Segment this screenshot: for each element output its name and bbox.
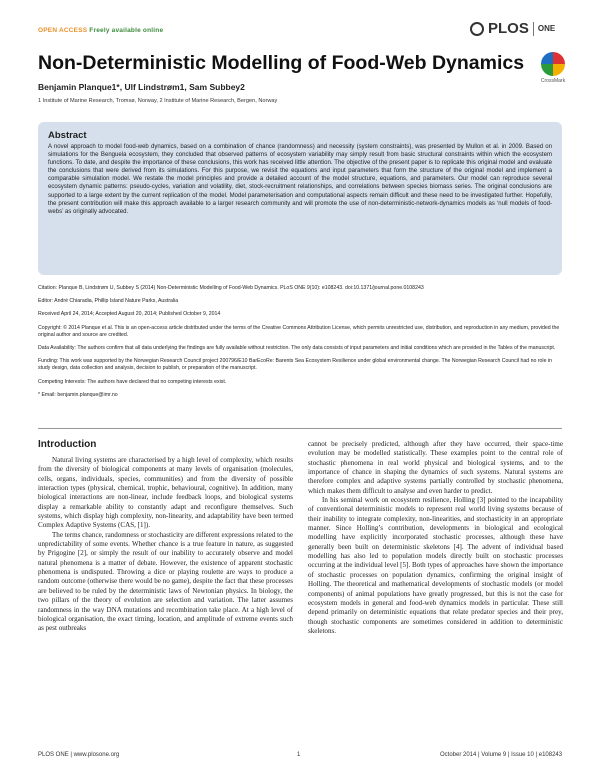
crossmark-icon <box>541 52 565 76</box>
open-access-label: OPEN ACCESS <box>38 27 88 34</box>
body-column-right <box>308 440 563 636</box>
citation: Citation: Planque B, Lindstrøm U, Subbey S (2014) Non-Deterministic Modelling of Food-Web Dynamics. PLoS ONE 9(10): e108243. doi:10.1371/journal.pone.0108243 <box>38 285 424 291</box>
open-access-banner <box>38 27 163 34</box>
paragraph: Natural living systems are characterised by a high level of complexity, which results from the diversity of biological components at many levels of organisation (molecules, cells, organs, individuals, species, communities) and from the diversity of possible interaction types (physical, chemical, trophic, behavioural, cognitive). In addition, many biological interactions are non-linear, include feedback loops, and biological systems display a remarkable ability to constantly adapt and reconfigure themselves. Such systems, which display high complexity, non-linearity, and adaptability have been termed Complex Adaptive Systems (CAS, [1]). <box>38 456 293 530</box>
copyright: Copyright: © 2014 Planque et al. This is an open-access article distributed under the terms of the Creative Commons Attribution License, which permits unrestricted use, distribution, and reproduction in any medium, provided the original author and source are credited. <box>38 324 560 338</box>
footer-issue: October 2014 | Volume 9 | Issue 10 | e108243 <box>440 752 563 758</box>
plos-logo-icon <box>470 22 484 36</box>
email[interactable]: * Email: benjamin.planque@imr.no <box>38 391 118 398</box>
competing-interests: Competing Interests: The authors have declared that no competing interests exist. <box>38 378 227 385</box>
introduction-heading: Introduction <box>38 439 97 450</box>
paragraph: In his seminal work on ecosystem resilience, Holling [3] pointed to the incapability of conventional deterministic models to represent real world living systems because of their inability to integrate complexity, non-linearities, and stochasticity in an appropriate manner. Since Holling’s contribution, developments in biological and ecological modelling have explicitly incorporated stochastic processes, although these have generally been built on deterministic skeletons [4]. The advent of individual based modelling has also led to population models directly built on stochastic processes occurring at the individual level [5]. Both types of approaches have shown the importance of stochastic processes on population dynamics, confirming the original insight of Holling. The theoretical and mathematical developments of stochastic models (or model components) of animal populations have greatly progressed, but this is not the case for ecosystem models in general and food-web dynamics models in particular. These still depend primarily on deterministic equations that relate predator species and their prey, though stochastic components are sometimes considered in addition to deterministic skeletons. <box>308 496 563 635</box>
freely-available-label: Freely available online <box>89 27 164 34</box>
editor: Editor: André Chiaradia, Phillip Island Nature Parks, Australia <box>38 298 179 305</box>
body-column-left <box>38 456 293 634</box>
journal-logo <box>470 20 555 37</box>
author-list: Benjamin Planque1*, Ulf Lindstrøm1, Sam Subbey2 <box>38 82 245 92</box>
journal-sub: ONE <box>537 24 556 33</box>
journal-name: PLOS <box>488 20 529 37</box>
data-availability: Data Availability: The authors confirm that all data underlying the findings are fully available without restriction. The only data consists of input parameters and initial conditions which are provided in the Tables of the manuscript. <box>38 345 556 352</box>
article-metadata <box>38 285 562 405</box>
page-number: 1 <box>297 752 301 758</box>
section-divider <box>38 428 562 429</box>
abstract-heading: Abstract <box>48 130 87 141</box>
affiliations: 1 Institute of Marine Research, Tromsø, Norway, 2 Institute of Marine Research, Bergen, Norway <box>38 98 278 104</box>
crossmark-label: CrossMark <box>540 78 566 84</box>
abstract-text: A novel approach to model food-web dynamics, based on a combination of chance (randomness) and necessity (system constraints), was presented by Mullon et al. in 2009. Based on simulations for the Benguela ecosystem, they concluded that observed patterns of ecosystem variability may simply result from basic structural constraints within which the ecosystem functions. To date, and despite the importance of these conclusions, this work has received little attention. The objective of the present paper is to replicate this original model and evaluate the conclusions that were derived from its simulations. For this purpose, we revisit the equations and input parameters that form the structure of the original model and implement a comparable simulation model. We restate the model principles and provide a detailed account of the model structure, equations, and parameters. Our model can reproduce several ecosystem dynamic patterns: pseudo-cycles, variation and volatility, diet, stock-recruitment relationships, and correlations between species biomass series. The original conclusions are supported to a large extent by the current replication of the model. Model parameterisation and computational aspects remain difficult and these need to be investigated further. Hopefully, the present contribution will make this approach available to a larger research community and will promote the use of non-deterministic-network-dynamics models as ‘null models of food-webs’ as originally advocated. <box>48 144 552 215</box>
paragraph: cannot be precisely predicted, although after they have occurred, their space-time evolution may be modelled statistically. These examples point to the central role of stochastic phenomena in real world physical and biological systems, and to the importance of chance in shaping the dynamics of such systems. Natural systems are therefore complex and adaptive systems partially controlled by stochastic phenomena, which makes them difficult to analyse and even harder to predict. <box>308 440 563 495</box>
dates: Received April 24, 2014; Accepted August 20, 2014; Published October 9, 2014 <box>38 311 221 318</box>
footer-journal: PLOS ONE | www.plosone.org <box>38 752 120 758</box>
funding: Funding: This work was supported by the Norwegian Research Council project 200796/E10 BarEcoRe: Barents Sea Ecosystem Resilience under global environmental change. The Norwegian Research Council had no role in study design, data collection and analysis, decision to publish, or preparation of the manuscript. <box>38 358 552 372</box>
logo-divider <box>533 22 534 36</box>
paper-title: Non-Deterministic Modelling of Food-Web Dynamics <box>38 52 525 74</box>
paragraph: The terms chance, randomness or stochasticity are different expressions related to the unpredictability of some events. Whether chance is a true feature in nature, as suggested by Prigogine [2], or simply the result of our inability to accurately observe and model natural phenomena is a matter of debate. However, the existence of apparent stochastic phenomena is undisputed. Throwing a dice or playing roulette are ways to produce a random outcome (otherwise there would be no game), despite the fact that these processes are believed to be ruled by the deterministic laws of Newtonian physics. In biology, the two pillars of the theory of evolution are selection and variation. The latter assumes randomness in the way DNA mutations and recombination take place. At a high level of biological organisation, the exact timing, location, and amplitude of extreme events such as pest outbreaks <box>38 530 293 633</box>
crossmark-badge[interactable] <box>540 52 566 98</box>
